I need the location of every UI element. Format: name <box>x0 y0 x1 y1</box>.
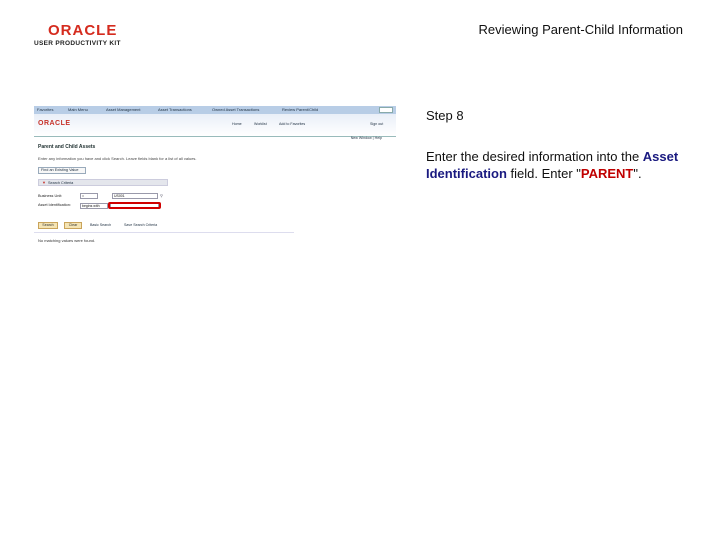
worklist-link[interactable]: Worklist <box>254 122 267 126</box>
asset-identification-label: Asset Identification: <box>38 203 71 207</box>
header-divider <box>34 136 396 137</box>
sign-out-link[interactable]: Sign out <box>370 122 384 126</box>
new-window-help-links[interactable]: New Window | Help <box>350 136 382 140</box>
menu-item[interactable]: Main Menu <box>68 107 88 112</box>
app-header <box>34 114 396 136</box>
step-instruction <box>426 149 686 182</box>
field-name: Asset Identification <box>426 149 679 181</box>
business-unit-label: Business Unit: <box>38 194 63 198</box>
document-title: Reviewing Parent-Child Information <box>478 22 683 37</box>
step-label: Step 8 <box>426 108 464 123</box>
collapse-triangle-icon: ▼ <box>42 180 46 185</box>
application-screenshot <box>34 106 396 248</box>
menu-item[interactable]: Owned Asset Transactions <box>212 107 260 112</box>
search-criteria-label: Search Criteria <box>47 181 74 185</box>
home-link[interactable]: Home <box>232 122 242 126</box>
instruction-suffix: ". <box>633 165 642 181</box>
lookup-icon[interactable]: ⚲ <box>160 193 163 198</box>
menu-item[interactable]: Asset Management <box>106 107 141 112</box>
instruction-prefix: Enter the desired information into the <box>426 149 643 164</box>
clear-button[interactable]: Clear <box>64 222 82 229</box>
menu-search-box[interactable] <box>379 107 393 113</box>
menu-item[interactable]: Review Parent/Child <box>282 107 319 112</box>
field-highlight-box <box>108 202 161 209</box>
menu-item[interactable]: Asset Transactions <box>158 107 192 112</box>
save-search-criteria-link[interactable]: Save Search Criteria <box>124 223 158 227</box>
asset-identification-operator-select[interactable]: begins with <box>80 203 108 209</box>
oracle-wordmark: ORACLE <box>48 22 118 39</box>
value-to-enter: PARENT <box>580 165 634 181</box>
page-title: Parent and Child Assets <box>38 144 96 150</box>
search-button[interactable]: Search <box>38 222 58 229</box>
menu-item[interactable]: Favorites <box>37 107 54 112</box>
app-oracle-logo: ORACLE <box>38 120 71 127</box>
oracle-upk-logo <box>34 24 121 47</box>
no-results-message: No matching values were found. <box>38 238 96 243</box>
page-instructions: Enter any information you have and click Search. Leave fields blank for a list of all values. <box>38 156 197 161</box>
instruction-mid: field. Enter " <box>506 165 581 181</box>
tab-find-existing-value[interactable]: Find an Existing Value <box>38 167 86 174</box>
upk-wordmark: USER PRODUCTIVITY KIT <box>34 40 121 47</box>
business-unit-input[interactable]: US001 <box>112 193 158 199</box>
basic-search-link[interactable]: Basic Search <box>90 223 112 227</box>
business-unit-operator-select[interactable]: = <box>80 193 98 199</box>
add-favorites-link[interactable]: Add to Favorites <box>279 122 306 126</box>
top-menu-bar <box>34 106 396 114</box>
search-criteria-header[interactable] <box>38 179 168 186</box>
results-divider <box>34 232 294 233</box>
